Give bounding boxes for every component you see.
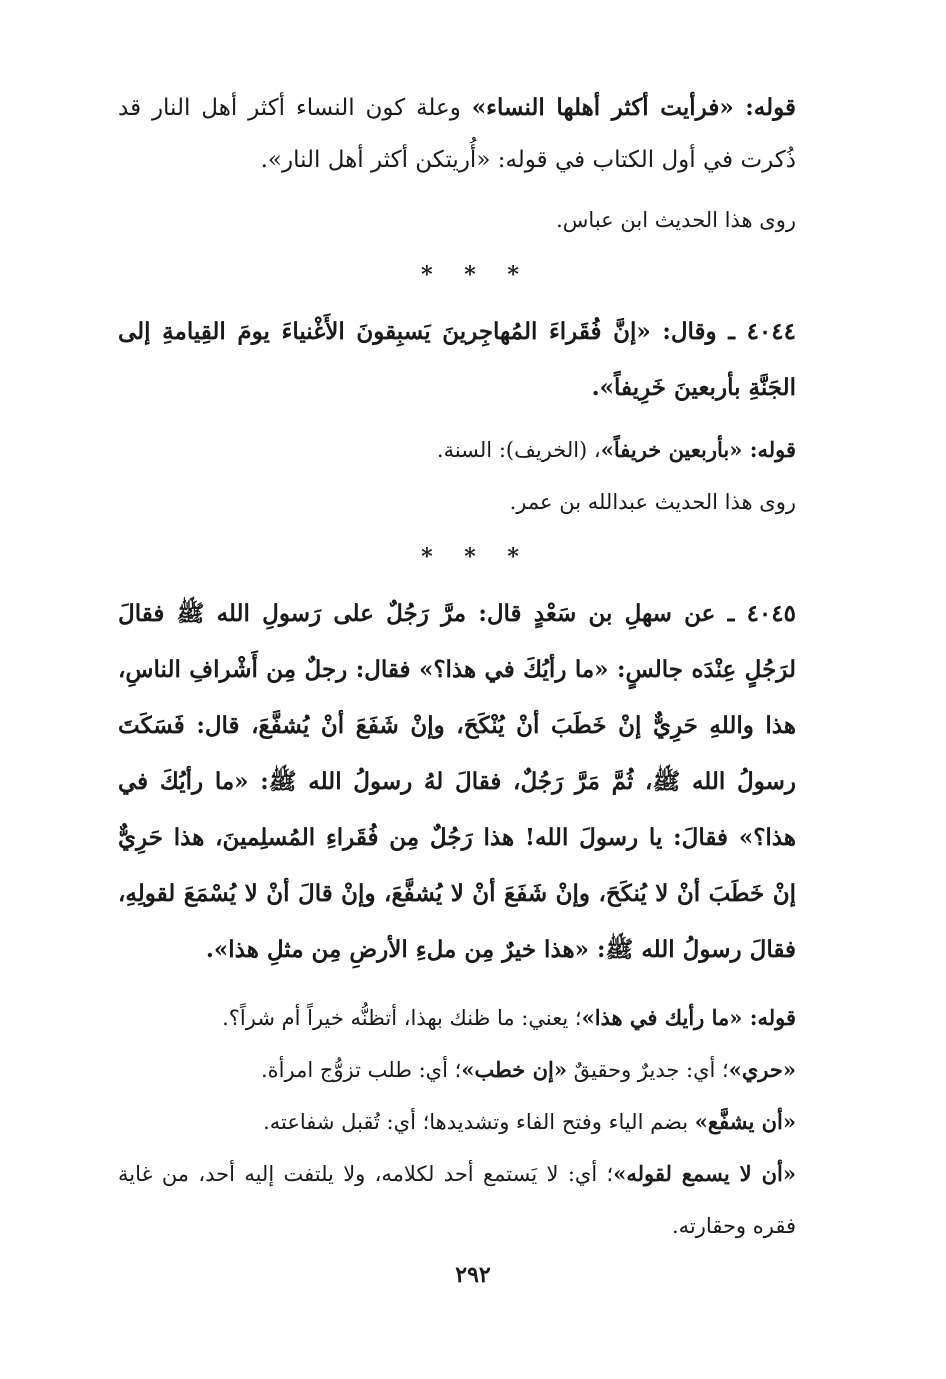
commentary-text: ؛ يعني: ما ظنك بهذا، أتظنُّه خيراً أم شراً؟. [222,1006,582,1030]
commentary-4045-1 [118,992,834,1044]
commentary-text: بضم الياء وفتح الفاء وتشديدها؛ أي: تُقبل شفاعته. [263,1110,695,1134]
commentary-text: ؛ أي: لا يَستمع أحد لكلامه، ولا يلتفت إليه أحد، من غاية فقره وحقارته. [118,1162,796,1238]
narrator-line-1: روى هذا الحديث ابن عباس. [556,208,796,232]
commentary-text: وعلة كون النساء أكثر أهل النار قد ذُكرت في أول الكتاب في قوله: «أُريتكن أكثر أهل النار». [118,95,796,173]
commentary-4044 [118,424,834,476]
narrator-line-2: روى هذا الحديث عبدالله بن عمر. [509,490,796,514]
quoted-phrase: «إن خطب» [461,1057,567,1082]
quoted-phrase: «أن يشفَّع» [694,1109,796,1134]
commentary-paragraph-1 [118,82,834,186]
commentary-4045-2 [118,1044,834,1096]
quoted-phrase: «حري» [728,1057,796,1082]
hadith-4044: ٤٠٤٤ ـ وقال: «إنَّ فُقَراءَ المُهاجِرينَ يَسبِقونَ الأَغْنياءَ يومَ القِيامةِ إلى الجَنَّةِ بأربعينَ خَرِيفاً». [118,318,796,401]
commentary-4045-4 [118,1148,834,1252]
quoted-phrase: «أن لا يسمع لقوله» [613,1161,796,1186]
quoted-phrase: قوله: «فرأيت أكثر أهلها النساء» [471,94,796,121]
commentary-text: ؛ أي: طلب تزوُّج امرأة. [260,1058,462,1082]
section-separator: * * * [421,262,531,288]
quoted-phrase: قوله: «بأربعين خريفاً» [600,437,796,462]
commentary-text: ، (الخريف): السنة. [436,438,601,462]
quoted-phrase: قوله: «ما رأيك في هذا» [581,1005,796,1030]
section-separator: * * * [421,544,531,570]
commentary-text: ؛ أي: جديرٌ وحقيقٌ [566,1058,729,1082]
hadith-4045: ٤٠٤٥ ـ عن سهلِ بن سَعْدٍ قال: مرَّ رَجُلٌ على رَسولِ الله ﷺ فقالَ لرَجُلٍ عِنْدَه جالسٍ: «ما رأيُكَ في هذا؟» فقال: رجلٌ مِن أَشْرافِ الناسِ، هذا واللهِ حَرِيٌّ إنْ خَطَبَ أنْ يُنْكَحَ، وإنْ شَفَعَ أنْ يُشفَّعَ، قال: فَسَكَتَ رسولُ الله ﷺ، ثُمَّ مَرَّ رَجُلٌ، فقالَ لهُ رسولُ الله ﷺ: «ما رأيُكَ في هذا؟» فقالَ: يا رسولَ الله! هذا رَجُلٌ مِن فُقَراءِ المُسلِمينَ، هذا حَرِيٌّ إنْ خَطَبَ أنْ لا يُنكَحَ، وإنْ شَفَعَ أنْ لا يُشفَّعَ، وإنْ قالَ أنْ لا يُسْمَعَ لقولِهِ، فقالَ رسولُ الله ﷺ: «هذا خيرٌ مِن ملءِ الأرضِ مِن مثلِ هذا». [118,600,796,963]
commentary-4045-3 [118,1096,834,1148]
page-number: ٢٩٢ [455,1262,491,1288]
